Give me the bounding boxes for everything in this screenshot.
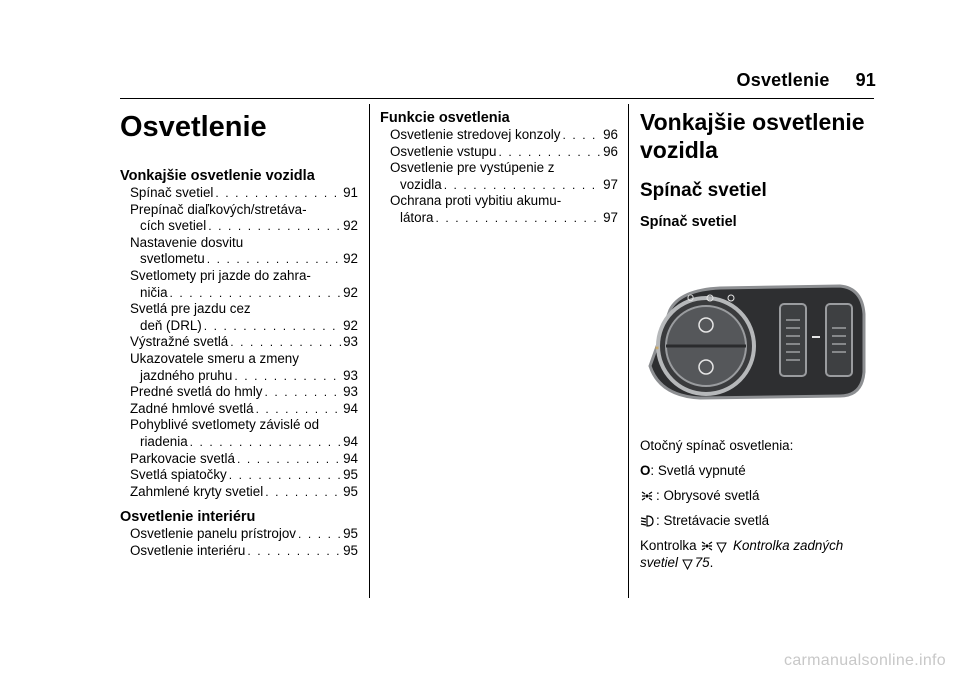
sentence-end: . <box>709 555 714 570</box>
toc-entry[interactable] <box>120 185 358 202</box>
toc-entry-line <box>130 285 358 302</box>
toc-page-number: 96 <box>603 127 618 142</box>
chapter-title: Osvetlenie <box>120 111 267 143</box>
toc-entry-text: Osvetlenie interiéru <box>130 542 246 558</box>
toc-entry-text: Výstražné svetlá <box>130 334 229 350</box>
toc-entry-text: Ukazovatele smeru a zmeny <box>130 350 299 366</box>
toc-entry-text: Zadné hmlové svetlá <box>130 400 254 416</box>
watermark: carmanualsonline.info <box>784 652 946 669</box>
toc-column-2 <box>380 104 618 227</box>
side-lights-icon <box>640 489 654 503</box>
toc-entry-line <box>130 467 358 484</box>
toc-entry-text: deň (DRL) <box>140 317 202 333</box>
toc-entry-line <box>130 251 358 268</box>
toc-entry-line <box>390 177 618 194</box>
header-rule <box>120 98 874 99</box>
toc-entry-line <box>130 318 358 335</box>
toc-entry-text: riadenia <box>140 433 188 449</box>
toc-entry[interactable] <box>380 127 618 144</box>
toc-leader-dots <box>234 368 341 385</box>
toc-entry-text: Prepínač diaľkových/stretáva- <box>130 201 307 217</box>
toc-page-number: 94 <box>343 433 358 449</box>
toc-leader-dots <box>265 384 342 401</box>
toc-page-number: 95 <box>343 526 358 542</box>
toc-entry[interactable] <box>380 144 618 161</box>
toc-entry[interactable] <box>120 334 358 351</box>
toc-leader-dots <box>265 484 341 501</box>
toc-entry-text: Ochrana proti vybitiu akumu- <box>390 193 562 209</box>
toc-entry-line <box>130 484 358 501</box>
toc-leader-dots <box>190 434 341 451</box>
toc-page-number: 92 <box>343 251 358 267</box>
toc-page-number: 93 <box>343 334 358 350</box>
low-beam-position <box>640 512 880 529</box>
toc-section-heading: Vonkajšie osvetlenie vozidla <box>120 168 315 184</box>
toc-entry-text: cích svetiel <box>140 218 207 234</box>
off-key: O <box>640 463 651 478</box>
toc-entry-text: Svetlá spiatočky <box>130 467 227 483</box>
figure-heading: Spínač svetiel <box>640 214 737 230</box>
toc-entry[interactable] <box>120 384 358 401</box>
toc-entry-line <box>390 210 618 227</box>
side-lights-position <box>640 487 880 504</box>
toc-leader-dots <box>436 210 602 227</box>
toc-entry-text: Zahmlené kryty svetiel <box>130 483 264 499</box>
side-lights-description: : Obrysové svetlá <box>656 488 760 503</box>
toc-entry[interactable] <box>120 401 358 418</box>
column-divider-2 <box>628 104 629 598</box>
toc-entry-text: Parkovacie svetlá <box>130 450 235 466</box>
toc-groups <box>120 168 358 559</box>
toc-entry-line <box>130 218 358 235</box>
toc-entry-text: Spínač svetiel <box>130 185 214 200</box>
toc-entry-line <box>130 526 358 543</box>
toc-entry-line <box>130 401 358 418</box>
indicator-prefix: Kontrolka <box>640 538 697 553</box>
toc-page-number: 94 <box>343 400 358 416</box>
toc-entry[interactable] <box>120 268 358 301</box>
toc-page-number: 92 <box>343 317 358 333</box>
light-switch-photo <box>640 276 868 406</box>
toc-leader-dots <box>256 401 342 418</box>
cross-reference-link[interactable]: Kontrolka zadných svetiel <box>640 538 844 570</box>
toc-leader-dots <box>444 177 601 194</box>
subsection-title: Spínač svetiel <box>640 180 767 201</box>
toc-entry[interactable] <box>120 543 358 560</box>
toc-list <box>120 185 358 500</box>
toc-page-number: 92 <box>343 284 358 300</box>
low-beam-description: : Stretávacie svetlá <box>656 513 770 528</box>
toc-page-number: 95 <box>343 467 358 483</box>
toc-entry-text: Osvetlenie stredovej konzoly <box>390 127 561 142</box>
toc-entry[interactable] <box>120 467 358 484</box>
toc-leader-dots <box>208 218 341 235</box>
toc-page-number: 94 <box>343 450 358 466</box>
header-section-title: Osvetlenie <box>736 70 830 90</box>
toc-page-number: 97 <box>603 209 618 225</box>
toc-entry-text: ničia <box>140 284 168 300</box>
toc-leader-dots <box>204 318 341 335</box>
toc-entry-text: svetlometu <box>140 251 205 267</box>
cross-reference-page[interactable]: 75 <box>694 555 710 570</box>
toc-entry-text: jazdného pruhu <box>140 367 233 383</box>
toc-entry[interactable] <box>120 417 358 450</box>
toc-entry-line <box>130 368 358 385</box>
side-lights-indicator-icon <box>700 539 714 553</box>
toc-entry-text: Pohyblivé svetlomety závislé od <box>130 417 320 433</box>
toc-entry[interactable] <box>120 235 358 268</box>
toc-leader-dots <box>215 185 341 202</box>
toc-leader-dots <box>247 543 341 560</box>
toc-entry-text: Osvetlenie vstupu <box>390 143 497 159</box>
toc-entry[interactable] <box>120 351 358 384</box>
indicator-reference <box>640 537 880 571</box>
toc-entry[interactable] <box>380 193 618 226</box>
svg-text:*: * <box>655 345 659 354</box>
toc-entry-text: Osvetlenie pre vystúpenie z <box>390 160 555 176</box>
toc-entry-text: Osvetlenie panelu prístrojov <box>130 526 296 542</box>
toc-leader-dots <box>562 127 601 144</box>
toc-entry[interactable] <box>120 526 358 543</box>
off-description: : Svetlá vypnuté <box>650 463 746 478</box>
content-column <box>640 104 880 571</box>
toc-page-number: 93 <box>343 367 358 383</box>
toc-entry-line <box>130 384 358 401</box>
toc-entry-text: Svetlá pre jazdu cez <box>130 301 251 317</box>
section-title: Vonkajšie osvetlenie vozidla <box>640 109 865 163</box>
toc-leader-dots <box>170 285 342 302</box>
switch-intro: Otočný spínač osvetlenia: <box>640 438 794 453</box>
toc-page-number: 95 <box>343 483 358 499</box>
toc-entry-line <box>130 434 358 451</box>
off-position <box>640 462 880 479</box>
toc-entry-line <box>390 144 618 161</box>
toc-entry[interactable] <box>120 484 358 501</box>
toc-entry-line <box>130 334 358 351</box>
toc-entry[interactable] <box>120 202 358 235</box>
svg-text:O: O <box>687 294 695 304</box>
toc-entry-text: vozidla <box>400 176 442 192</box>
toc-page-number: 95 <box>343 542 358 558</box>
toc-entry-text: látora <box>400 209 434 225</box>
page-number: 91 <box>855 70 876 90</box>
toc-groups <box>380 110 618 227</box>
toc-list <box>380 127 618 227</box>
column-divider-1 <box>369 104 370 598</box>
toc-entry-line <box>130 543 358 560</box>
toc-list <box>120 526 358 559</box>
toc-leader-dots <box>207 251 341 268</box>
toc-section-heading: Funkcie osvetlenia <box>380 110 510 126</box>
toc-entry[interactable] <box>120 301 358 334</box>
toc-page-number: 91 <box>343 185 358 200</box>
toc-leader-dots <box>230 334 341 351</box>
toc-leader-dots <box>498 144 601 161</box>
toc-entry-line <box>390 127 618 144</box>
toc-entry-text: Predné svetlá do hmly <box>130 384 263 400</box>
low-beam-icon <box>640 514 654 528</box>
toc-page-number: 97 <box>603 176 618 192</box>
toc-section-heading: Osvetlenie interiéru <box>120 509 256 526</box>
toc-entry[interactable] <box>380 160 618 193</box>
toc-column-1 <box>120 104 358 559</box>
toc-leader-dots <box>229 467 341 484</box>
page-header <box>737 70 876 91</box>
toc-page-number: 92 <box>343 218 358 234</box>
toc-page-number: 96 <box>603 143 618 159</box>
toc-entry-text: Svetlomety pri jazde do zahra- <box>130 267 311 283</box>
toc-leader-dots <box>298 526 341 543</box>
toc-entry[interactable] <box>120 451 358 468</box>
toc-entry-line <box>130 185 358 202</box>
toc-entry-text: Nastavenie dosvitu <box>130 234 244 250</box>
cross-reference-icon <box>682 559 693 570</box>
toc-entry-line <box>130 451 358 468</box>
cross-reference-icon <box>716 542 727 553</box>
toc-page-number: 93 <box>343 384 358 400</box>
toc-leader-dots <box>237 451 341 468</box>
